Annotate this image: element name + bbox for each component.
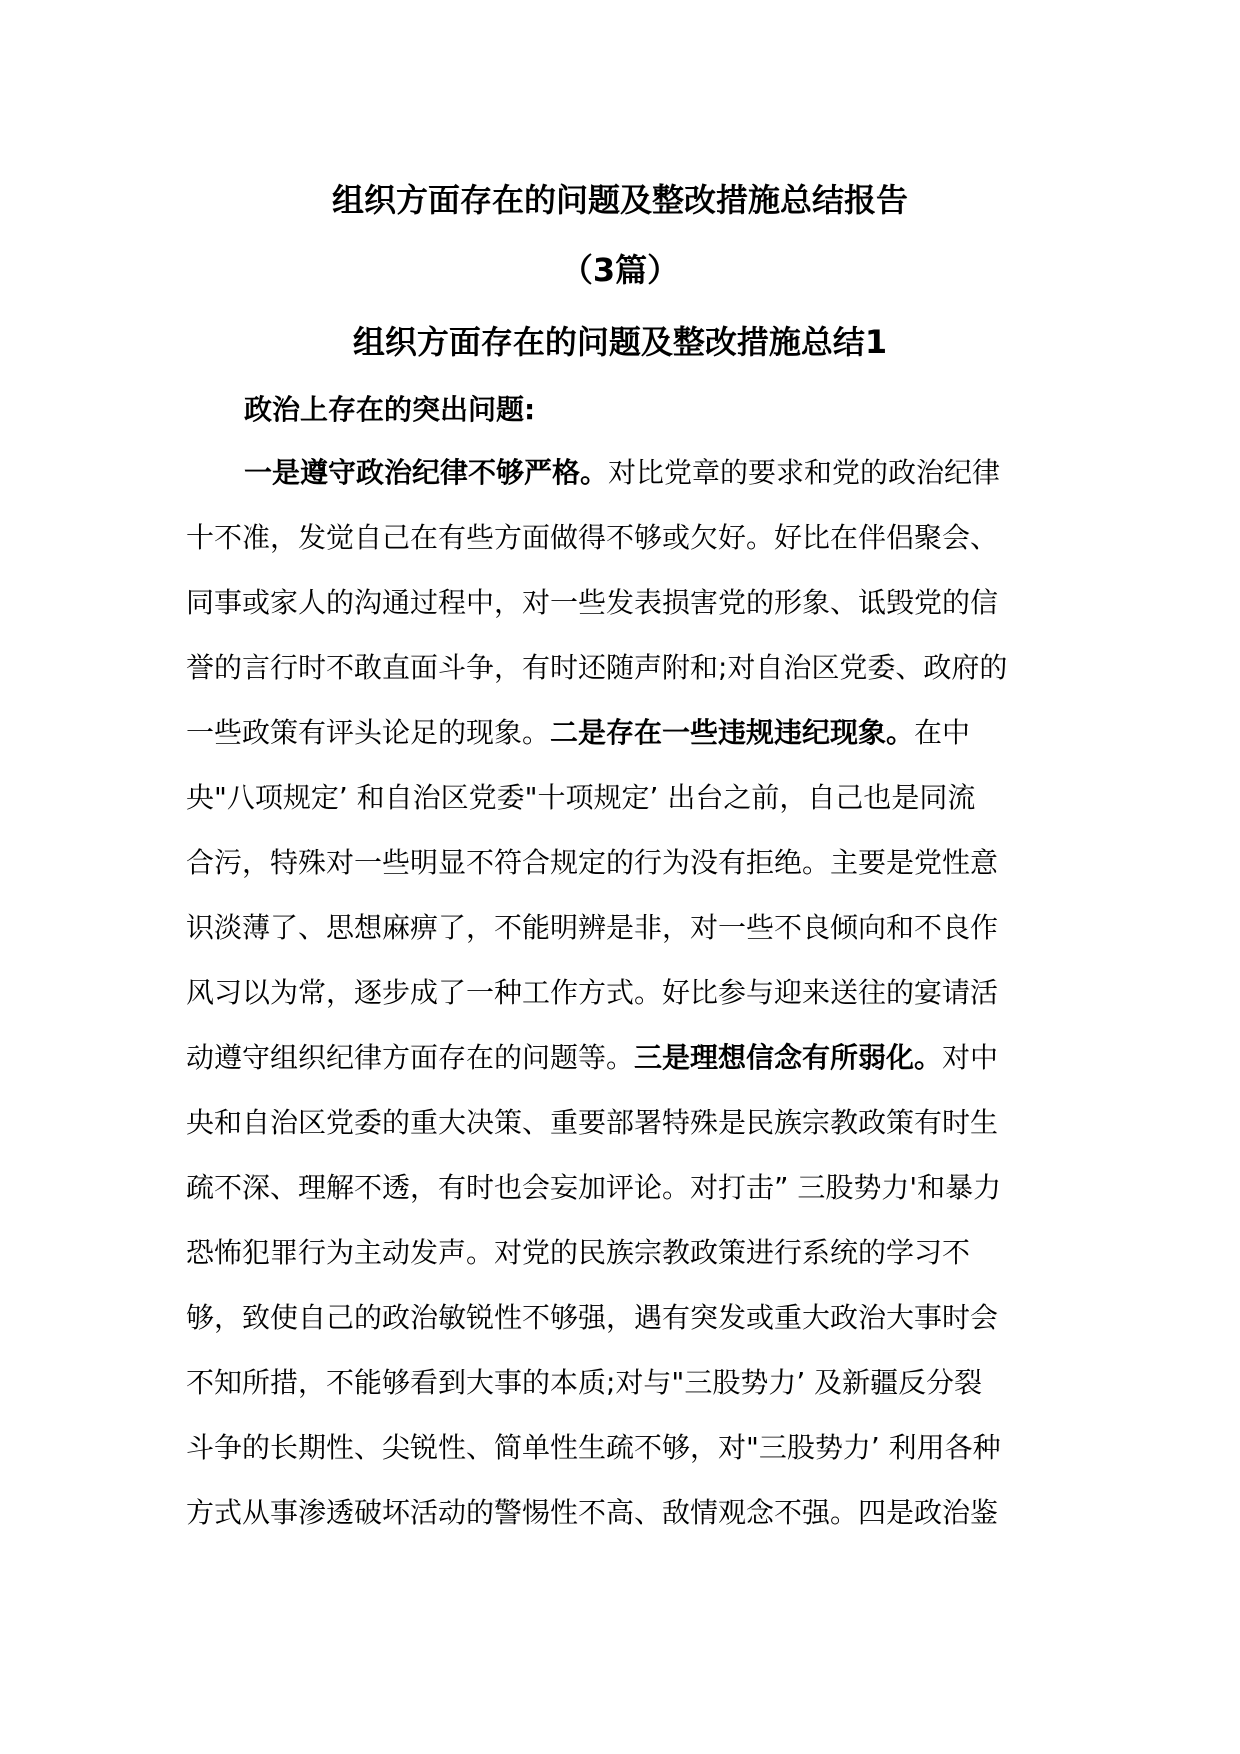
body-line (186, 973, 1066, 1038)
text-run: 一些政策有评头论足的现象。 (186, 716, 551, 749)
body-line (186, 908, 1066, 973)
text-run: 恐怖犯罪行为主动发声。对党的民族宗教政策进行系统的学习不 (186, 1236, 971, 1269)
text-run: 识淡薄了、思想麻痹了，不能明辨是非，对一些不良倾向和不良作 (186, 911, 999, 944)
body-line (186, 1363, 1066, 1428)
text-run: 风习以为常，逐步成了一种工作方式。好比参与迎来送往的宴请活 (186, 976, 999, 1009)
text-run: 够，致使自己的政治敏锐性不够强，遇有突发或重大政治大事时会 (186, 1301, 999, 1334)
body-line (186, 1103, 1066, 1168)
text-run: 誉的言行时不敢直面斗争，有时还随声附和;对自治区党委、政府的 (186, 651, 1008, 684)
body-line (186, 518, 1066, 583)
document-title-count: （3篇） (560, 251, 680, 289)
body-line (186, 1428, 1066, 1493)
text-run: 央和自治区党委的重大决策、重要部署特殊是民族宗教政策有时生 (186, 1106, 999, 1139)
body-line (186, 648, 1066, 713)
text-run: 合污，特殊对一些明显不符合规定的行为没有拒绝。主要是党性意 (186, 846, 999, 879)
text-run: 对比党章的要求和党的政治纪律 (608, 456, 1001, 489)
text-run: 央"八项规定’ 和自治区党委"十项规定’ 出台之前，自己也是同流 (186, 781, 976, 814)
bold-text-run: 二是存在一些违规违纪现象。 (550, 716, 915, 749)
text-run: 在中 (914, 716, 971, 749)
text-run: 方式从事渗透破坏活动的警惕性不高、敌情观念不强。四是政治鉴 (186, 1496, 999, 1529)
text-run: 十不准，发觉自己在有些方面做得不够或欠好。好比在伴侣聚会、 (186, 521, 999, 554)
text-run: 对中 (942, 1041, 999, 1074)
body-line (186, 453, 1066, 518)
body-line (186, 1493, 1066, 1558)
text-run: 斗争的长期性、尖锐性、简单性生疏不够，对"三股势力’ 利用各种 (186, 1431, 1001, 1464)
bold-text-run: 三是理想信念有所弱化。 (634, 1041, 943, 1074)
body-line (186, 843, 1066, 908)
text-run: 疏不深、理解不透，有时也会妄加评论。对打击” 三股势力'和暴力 (186, 1171, 1002, 1204)
document-title: 组织方面存在的问题及整改措施总结报告 (331, 181, 908, 219)
bold-text-run: 一是遵守政治纪律不够严格。 (244, 456, 609, 489)
text-run: 不知所措，不能够看到大事的本质;对与"三股势力’ 及新疆反分裂 (186, 1366, 983, 1399)
body-line (186, 1038, 1066, 1103)
body-line (186, 778, 1066, 843)
body-line (186, 1298, 1066, 1363)
body-line (186, 583, 1066, 648)
body-line (186, 1233, 1066, 1298)
document-subtitle: 组织方面存在的问题及整改措施总结1 (352, 323, 888, 361)
section-heading: 政治上存在的突出问题: (244, 393, 536, 426)
text-run: 动遵守组织纪律方面存在的问题等。 (186, 1041, 635, 1074)
body-line (186, 1168, 1066, 1233)
body-line (186, 713, 1066, 778)
text-run: 同事或家人的沟通过程中，对一些发表损害党的形象、诋毁党的信 (186, 586, 999, 619)
body-text (186, 453, 1066, 1558)
